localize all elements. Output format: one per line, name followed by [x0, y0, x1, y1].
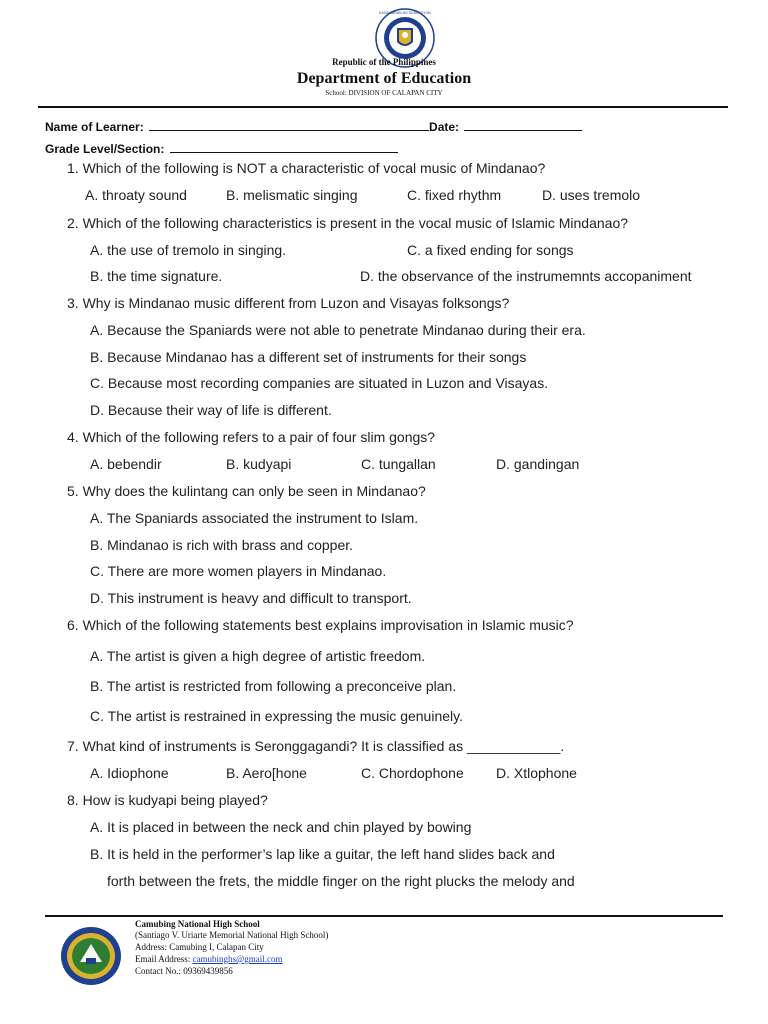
choice: C. a fixed ending for songs — [407, 242, 574, 258]
footer-contact: Contact No.: 09369439856 — [135, 966, 233, 976]
choice: B. Aero[hone — [226, 765, 307, 781]
choice: B. Because Mindanao has a different set of instruments for their songs — [90, 349, 527, 365]
republic-text: Republic of the Philippines — [332, 57, 436, 67]
footer-address: Address: Camubing I, Calapan City — [135, 942, 264, 952]
question-stem: 3. Why is Mindanao music different from Luzon and Visayas folksongs? — [67, 295, 510, 311]
school-seal-icon — [60, 926, 122, 986]
choice: D. uses tremolo — [542, 187, 641, 203]
choice: C. Because most recording companies are situated in Luzon and Visayas. — [90, 375, 549, 391]
choice: A. the use of tremolo in singing. — [90, 242, 287, 258]
seal-lettering: KAGAWARAN NG EDUKASYON — [379, 11, 431, 15]
name-label: Name of Learner: — [45, 120, 144, 134]
choice: D. Xtlophone — [496, 765, 577, 781]
choice: B. Mindanao is rich with brass and copper. — [90, 537, 354, 553]
choice: C. Chordophone — [361, 765, 464, 781]
choice: D. This instrument is heavy and difficult to transport. — [90, 590, 412, 606]
question-stem: 8. How is kudyapi being played? — [67, 792, 268, 808]
choice: D. gandingan — [496, 456, 580, 472]
choice: B. It is held in the performer’s lap like a guitar, the left hand slides back and — [90, 846, 555, 862]
header-divider — [38, 106, 728, 108]
footer-email-label: Email Address: — [135, 954, 191, 964]
date-blank[interactable] — [464, 119, 582, 131]
department-title: Department of Education — [296, 70, 472, 87]
choice: B. kudyapi — [226, 456, 292, 472]
grade-blank[interactable] — [170, 141, 398, 153]
choice: A. Because the Spaniards were not able to penetrate Mindanao during their era. — [90, 322, 586, 338]
choice: C. There are more women players in Mindanao. — [90, 563, 387, 579]
question-stem: 1. Which of the following is NOT a characteristic of vocal music of Mindanao? — [67, 160, 546, 176]
date-label: Date: — [429, 120, 460, 134]
footer-former-name: (Santiago V. Uriarte Memorial National High School) — [135, 930, 329, 940]
choice: A. Idiophone — [90, 765, 169, 781]
division-text: School: DIVISION OF CALAPAN CITY — [325, 89, 443, 97]
choice: D. Because their way of life is different. — [90, 402, 332, 418]
footer-email-link[interactable]: camubinghs@gmail.com — [192, 954, 283, 964]
choice: A. The artist is given a high degree of artistic freedom. — [90, 648, 426, 664]
choice: C. tungallan — [361, 456, 436, 472]
choice: C. fixed rhythm — [407, 187, 502, 203]
name-blank[interactable] — [149, 119, 429, 131]
choice: B. melismatic singing — [226, 187, 358, 203]
question-stem: 4. Which of the following refers to a pair of four slim gongs? — [67, 429, 436, 445]
footer-email-row — [135, 954, 283, 964]
question-stem: 5. Why does the kulintang can only be seen in Mindanao? — [67, 483, 426, 499]
grade-row — [45, 141, 398, 156]
name-date-row — [45, 119, 582, 134]
choice: B. The artist is restricted from following a preconceive plan. — [90, 678, 457, 694]
choice: B. the time signature. — [90, 268, 223, 284]
choice: A. It is placed in between the neck and chin played by bowing — [90, 819, 472, 835]
choice: C. The artist is restrained in expressing the music genuinely. — [90, 708, 463, 724]
question-stem: 6. Which of the following statements best explains improvisation in Islamic music? — [67, 617, 574, 633]
choice: A. bebendir — [90, 456, 162, 472]
footer-school-name: Camubing National High School — [135, 919, 260, 929]
footer-divider — [45, 915, 723, 917]
choice-continuation: forth between the frets, the middle finger on the right plucks the melody and — [107, 873, 575, 889]
choice: A. throaty sound — [85, 187, 187, 203]
question-stem: 2. Which of the following characteristics is present in the vocal music of Islamic Mindanao? — [67, 215, 629, 231]
choice: D. the observance of the instrumemnts accopaniment — [360, 268, 692, 284]
choice: A. The Spaniards associated the instrument to Islam. — [90, 510, 419, 526]
grade-label: Grade Level/Section: — [45, 142, 165, 156]
question-stem: 7. What kind of instruments is Seronggagandi? It is classified as ____________. — [67, 738, 565, 754]
